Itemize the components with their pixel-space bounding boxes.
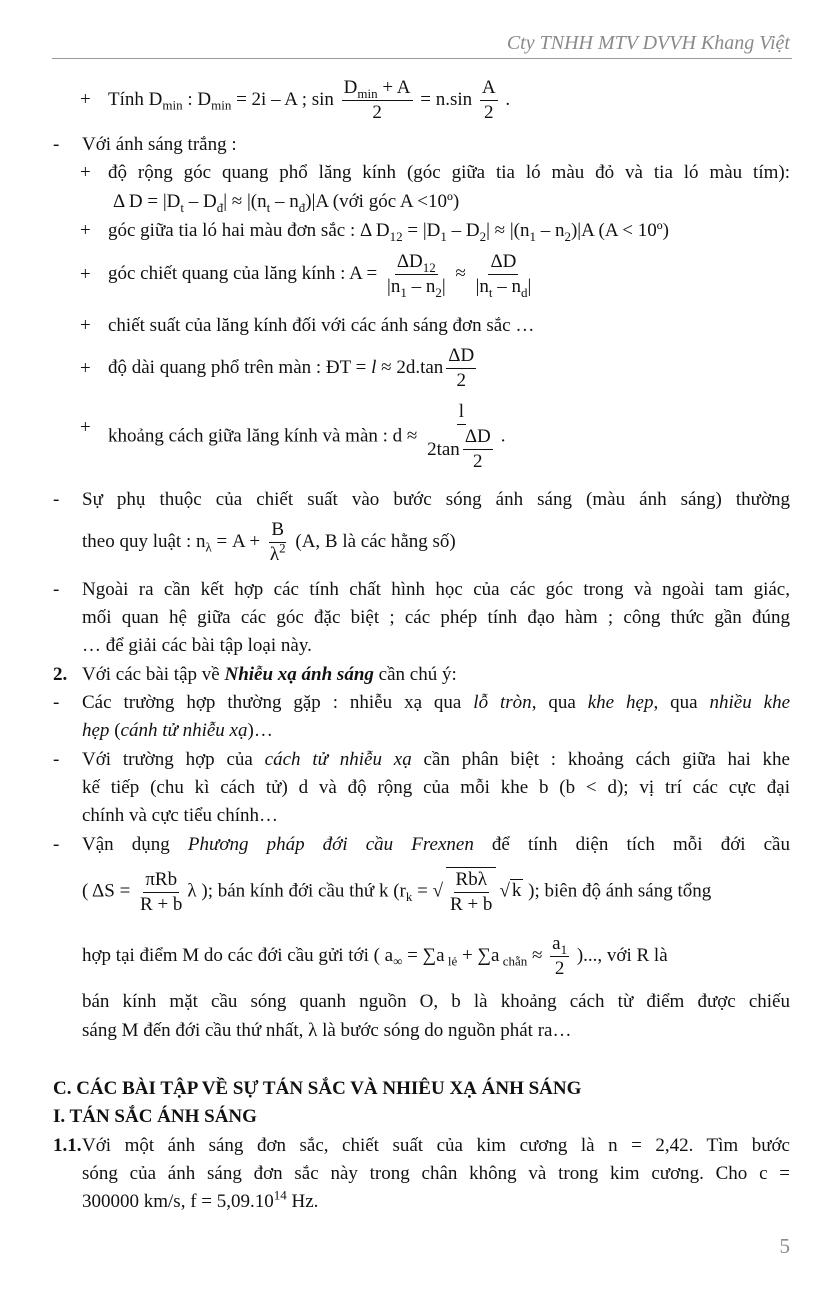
text-line: độ rộng góc quang phổ lăng kính (góc giữa tia ló màu đỏ và tia ló màu tím): <box>108 162 790 183</box>
running-header: Cty TNHH MTV DVVH Khang Việt <box>506 32 790 54</box>
text-line: Vận dụng Phương pháp đới cầu Frexnen để tính diện tích mỗi đới cầu <box>82 834 790 855</box>
text-line: Các trường hợp thường gặp : nhiễu xạ qua lỗ tròn, qua khe hẹp, qua nhiều khe <box>82 692 791 713</box>
bullet-plus: + <box>80 89 91 110</box>
formula-dmin: Tính $D_{min}$ : $D_{min} = 2i - A$ ; sin $D_{min} + A$ 2 = n.sin $\frac{A}{2}$ . <box>108 77 511 123</box>
bullet-dash: - <box>53 692 60 713</box>
bullet-plus: + <box>80 358 91 379</box>
problem-text: sóng của ánh sáng đơn sắc này trong chân không và trong kim cương. Cho c = <box>82 1163 790 1184</box>
formula-spectrum-length: độ dài quang phổ trên màn : ĐT = l ≈ 2d.tan $\frac{\Delta D}{2}$ <box>108 345 475 391</box>
section-c-heading: C. CÁC BÀI TẬP VỀ SỰ TÁN SẮC VÀ NHIÊU XẠ ÁNH SÁNG <box>53 1078 582 1099</box>
bullet-plus: + <box>80 417 91 438</box>
formula-distance: khoảng cách giữa lăng kính và màn : d ≈ l 2tan ΔD 2 . <box>108 401 506 472</box>
header-rule <box>52 58 792 59</box>
text-line: mối quan hệ giữa các góc đặc biệt ; các phép tính đạo hàm ; công thức gần đúng <box>82 607 790 628</box>
text-line: hẹp (cánh tử nhiễu xạ)… <box>82 720 273 741</box>
formula-cauchy: theo quy luật : $n_\lambda = A$ + $\frac{B}{\lambda^2}$ (A, B là các hằng số) <box>82 519 456 565</box>
formula-delta-d: Δ $D = |D_t - D_đ| \approx |(n_t - n_đ)|A$ (với góc A <10º) <box>113 191 460 215</box>
bullet-plus: + <box>80 220 91 241</box>
text-line: … để giải các bài tập loại này. <box>82 635 312 656</box>
text-line: bán kính mặt cầu sóng quanh nguồn O, b là khoảng cách từ điểm được chiếu <box>82 991 790 1012</box>
text-line: kế tiếp (chu kì cách tử) d và độ rộng của mỗi khe b (b < d); vị trí các cực đại <box>82 777 790 798</box>
page-number: 5 <box>779 1234 790 1258</box>
text-line: Với trường hợp của cách tử nhiễu xạ cần phân biệt : khoảng cách giữa hai khe <box>82 749 790 770</box>
formula-delta-d12: góc giữa tia ló hai màu đơn sắc : Δ $D_{12} = |D_1 - D_2| \approx |(n_1 - n_2)|A$ (A < 10º) <box>108 220 669 244</box>
item-number: 2. <box>53 664 68 685</box>
text-line: chính và cực tiểu chính… <box>82 805 279 826</box>
problem-text: Với một ánh sáng đơn sắc, chiết suất của kim cương là n = 2,42. Tìm bước <box>82 1135 790 1156</box>
text-line: chiết suất của lăng kính đối với các ánh sáng đơn sắc … <box>108 315 535 336</box>
bullet-dash: - <box>53 834 60 855</box>
bullet-plus: + <box>80 264 91 285</box>
formula-amplitude: hợp tại điểm M do các đới cầu gửi tới ( $a_\infty = \sum a$ $_{lẻ}$ + ∑a $_{chẵn}$ ≈ $\frac{a_1}{2}$ )..., với R là <box>82 933 668 979</box>
bullet-dash: - <box>53 749 60 770</box>
formula-apex-angle: góc chiết quang của lăng kính : A = $\frac{\Delta D_{12}}{|n_1 - n_2|}$ ≈ $\frac{\Delta D}{|n_t - n_d|}$ <box>108 251 532 300</box>
text-line: Sự phụ thuộc của chiết suất vào bước sóng ánh sáng (màu ánh sáng) thường <box>82 489 790 510</box>
bullet-dash: - <box>53 134 60 155</box>
bullet-plus: + <box>80 315 91 336</box>
text-line: Ngoài ra cần kết hợp các tính chất hình học của các góc trong và ngoài tam giác, <box>82 579 790 600</box>
bullet-plus: + <box>80 162 91 183</box>
diffraction-heading: Với các bài tập về Nhiễu xạ ánh sáng cần chú ý: <box>82 664 457 685</box>
formula-fresnel-zone: ( ΔS = πRb R + b λ ); bán kính đới cầu thứ k ($r_k$ = √ Rbλ R + b √ k ); biên độ ánh sáng tổng <box>82 868 712 915</box>
bullet-dash: - <box>53 579 60 600</box>
white-light-heading: Với ánh sáng trắng : <box>82 134 237 155</box>
text-line: sáng M đến đới cầu thứ nhất, λ là bước sóng do nguồn phát ra… <box>82 1020 572 1041</box>
problem-text: 300000 km/s, $f = 5,09.10^{14}$ Hz. <box>82 1187 319 1212</box>
bullet-dash: - <box>53 489 60 510</box>
problem-number: 1.1. <box>53 1135 82 1156</box>
section-i-heading: I. TÁN SẮC ÁNH SÁNG <box>53 1106 257 1127</box>
